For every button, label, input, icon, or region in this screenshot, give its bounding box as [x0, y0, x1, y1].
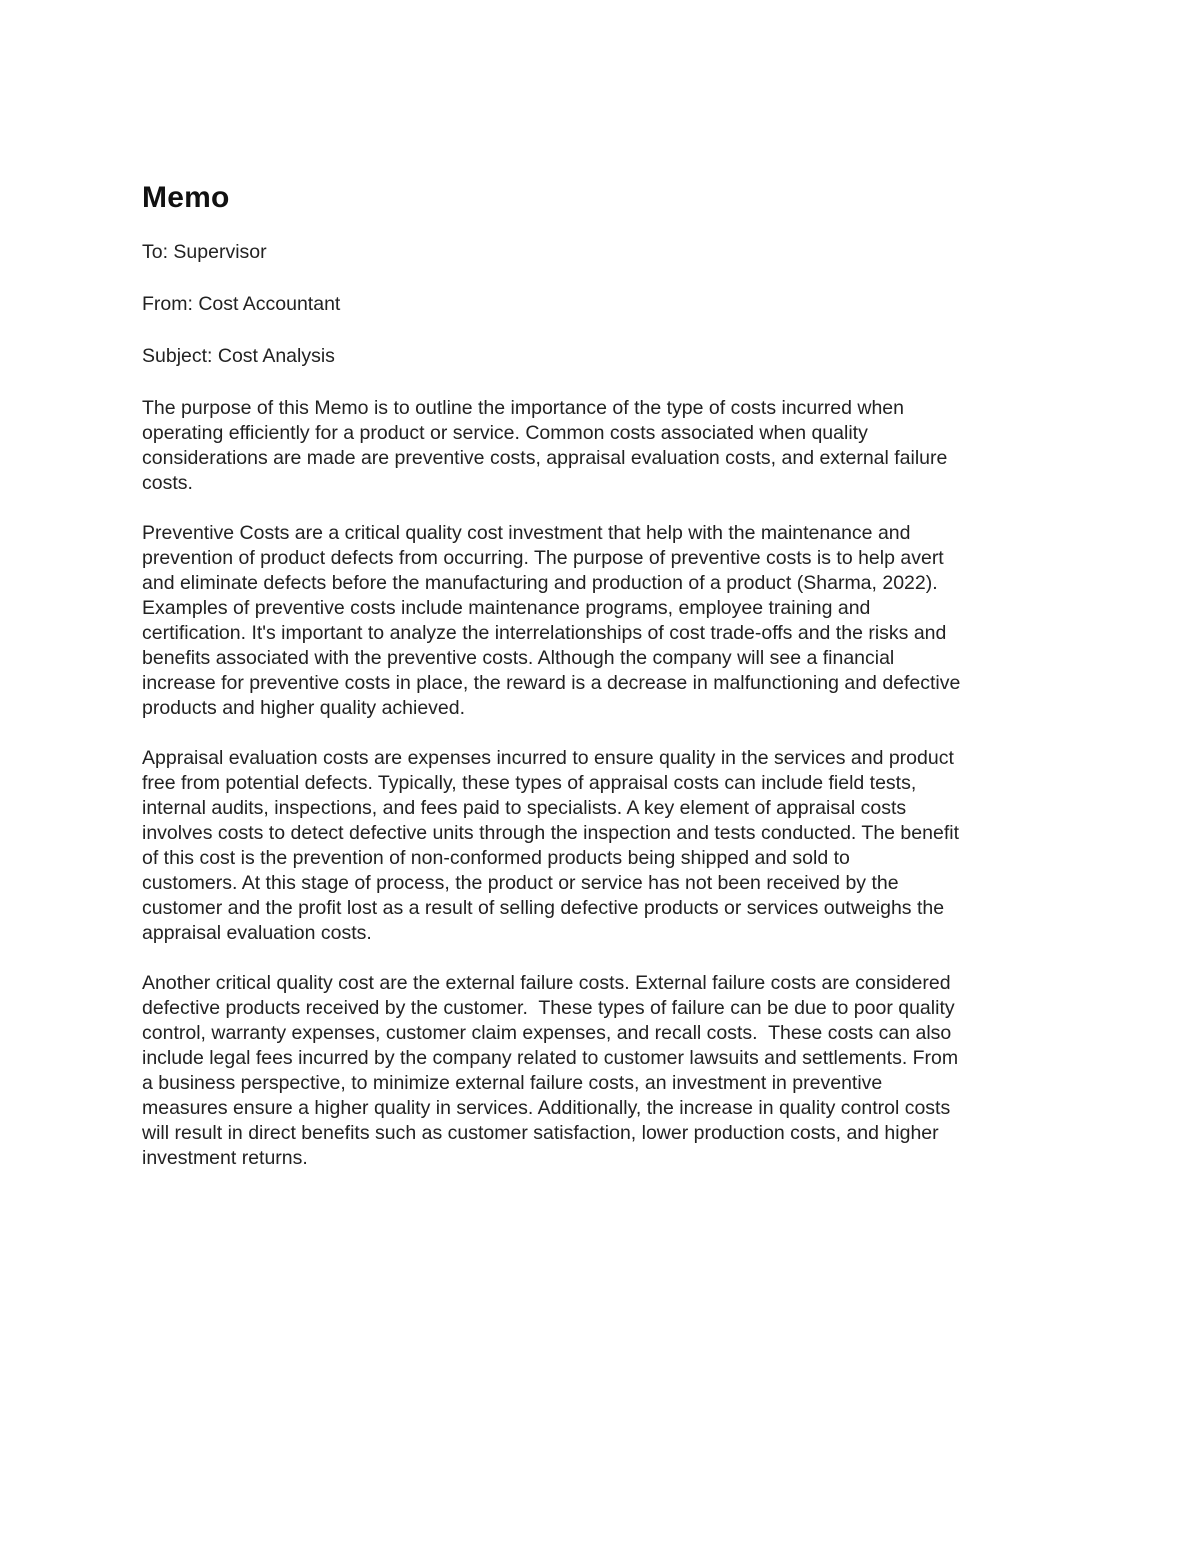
- external-failure-costs-paragraph: Another critical quality cost are the external failure costs. External failure costs are considered defective products received by the customer. These types of failure can be due to poor quality control, warranty expenses, customer claim expenses, and recall costs. These costs can also include legal fees incurred by the company related to customer lawsuits and settlements. From a business perspective, to minimize external failure costs, an investment in preventive measures ensure a higher quality in services. Additionally, the increase in quality control costs will result in direct benefits such as customer satisfaction, lower production costs, and higher investment returns.: [142, 972, 959, 1169]
- memo-subject: Subject: Cost Analysis: [142, 345, 335, 367]
- appraisal-costs-paragraph: Appraisal evaluation costs are expenses incurred to ensure quality in the services and product free from potential defects. Typically, these types of appraisal costs can include field tests, internal audits, inspections, and fees paid to specialists. A key element of appraisal costs involves costs to detect defective units through the inspection and tests conducted. The benefit of this cost is the prevention of non-conformed products being shipped and sold to customers. At this stage of process, the product or service has not been received by the customer and the profit lost as a result of selling defective products or services outweighs the appraisal evaluation costs.: [142, 747, 959, 944]
- memo-title: Memo: [142, 181, 230, 214]
- intro-paragraph: The purpose of this Memo is to outline the importance of the type of costs incurred when operating efficiently for a product or service. Common costs associated when quality considerations are made are preventive costs, appraisal evaluation costs, and external failure costs.: [142, 397, 948, 494]
- preventive-costs-paragraph: Preventive Costs are a critical quality cost investment that help with the maintenance and prevention of product defects from occurring. The purpose of preventive costs is to help avert and eliminate defects before the manufacturing and production of a product (Sharma, 2022). Examples of preventive costs include maintenance programs, employee training and certification. It's important to analyze the interrelationships of cost trade-offs and the risks and benefits associated with the preventive costs. Although the company will see a financial increase for preventive costs in place, the reward is a decrease in malfunctioning and defective products and higher quality achieved.: [142, 522, 961, 719]
- memo-to: To: Supervisor: [142, 241, 267, 263]
- memo-from: From: Cost Accountant: [142, 293, 341, 315]
- memo-body: [142, 178, 1057, 1171]
